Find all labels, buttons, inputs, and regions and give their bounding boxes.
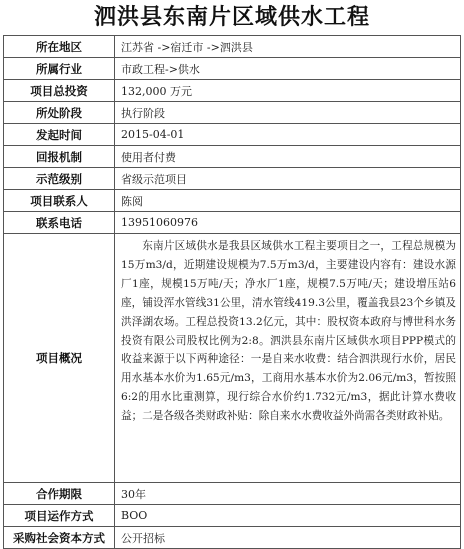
contact-label: 项目联系人 bbox=[4, 190, 115, 212]
table-row-industry bbox=[4, 58, 461, 80]
table-row-stage bbox=[4, 102, 461, 124]
project-info-table bbox=[3, 35, 461, 549]
table-row-procurement bbox=[4, 527, 461, 549]
table-row-start-date bbox=[4, 124, 461, 146]
phone-label: 联系电话 bbox=[4, 212, 115, 234]
region-value: 江苏省 ->宿迁市 ->泗洪县 bbox=[115, 36, 461, 58]
term-value: 30年 bbox=[115, 483, 461, 505]
return-mechanism-label: 回报机制 bbox=[4, 146, 115, 168]
investment-value: 132,000 万元 bbox=[115, 80, 461, 102]
stage-value: 执行阶段 bbox=[115, 102, 461, 124]
procurement-label: 采购社会资本方式 bbox=[4, 527, 115, 549]
procurement-value: 公开招标 bbox=[115, 527, 461, 549]
demo-level-value: 省级示范项目 bbox=[115, 168, 461, 190]
industry-label: 所属行业 bbox=[4, 58, 115, 80]
stage-label: 所处阶段 bbox=[4, 102, 115, 124]
table-row-contact bbox=[4, 190, 461, 212]
overview-text: 东南片区域供水是我县区域供水工程主要项目之一，工程总规模为15万m3/d，近期建设规模为7.5万m3/d，主要建设内容有：建设水源厂1座，规模15万吨/天；净水厂1座，规模7.5万吨/天；建设增压站6座，铺设浑水管线31公里，清水管线419.3公里，覆盖我县23个乡镇及洪泽湖农场。工程总投资13.2亿元，其中：股权资本政府与博世科水务投资有限公司股权比例为2:8。泗洪县东南片区域供水项目PPP模式的收益来源于以下两种途径：一是自来水收费：结合泗洪现行水价，居民用水基本水价为1.65元/m3，工商用水基本水价为2.06元/m3，暂按照6:2的用水比重测算，现行综合水价约1.732元/m3，据此计算水费收益；二是各级各类财政补贴：除自来水水费收益外尚需各类财政补贴。 bbox=[115, 234, 461, 483]
overview-label: 项目概况 bbox=[4, 234, 115, 483]
table-row-return-mechanism bbox=[4, 146, 461, 168]
investment-label: 项目总投资 bbox=[4, 80, 115, 102]
term-label: 合作期限 bbox=[4, 483, 115, 505]
operation-mode-value: BOO bbox=[115, 505, 461, 527]
contact-value: 陈阅 bbox=[115, 190, 461, 212]
return-mechanism-value: 使用者付费 bbox=[115, 146, 461, 168]
table-row-operation-mode bbox=[4, 505, 461, 527]
region-label: 所在地区 bbox=[4, 36, 115, 58]
phone-value: 13951060976 bbox=[115, 212, 461, 234]
table-row-region bbox=[4, 36, 461, 58]
page-title: 泗洪县东南片区域供水工程 bbox=[93, 4, 370, 30]
table-row-phone bbox=[4, 212, 461, 234]
operation-mode-label: 项目运作方式 bbox=[4, 505, 115, 527]
demo-level-label: 示范级别 bbox=[4, 168, 115, 190]
start-date-value: 2015-04-01 bbox=[115, 124, 461, 146]
industry-value: 市政工程->供水 bbox=[115, 58, 461, 80]
table-row-demo-level bbox=[4, 168, 461, 190]
start-date-label: 发起时间 bbox=[4, 124, 115, 146]
table-row-overview bbox=[4, 234, 461, 483]
table-row-term bbox=[4, 483, 461, 505]
table-row-investment bbox=[4, 80, 461, 102]
